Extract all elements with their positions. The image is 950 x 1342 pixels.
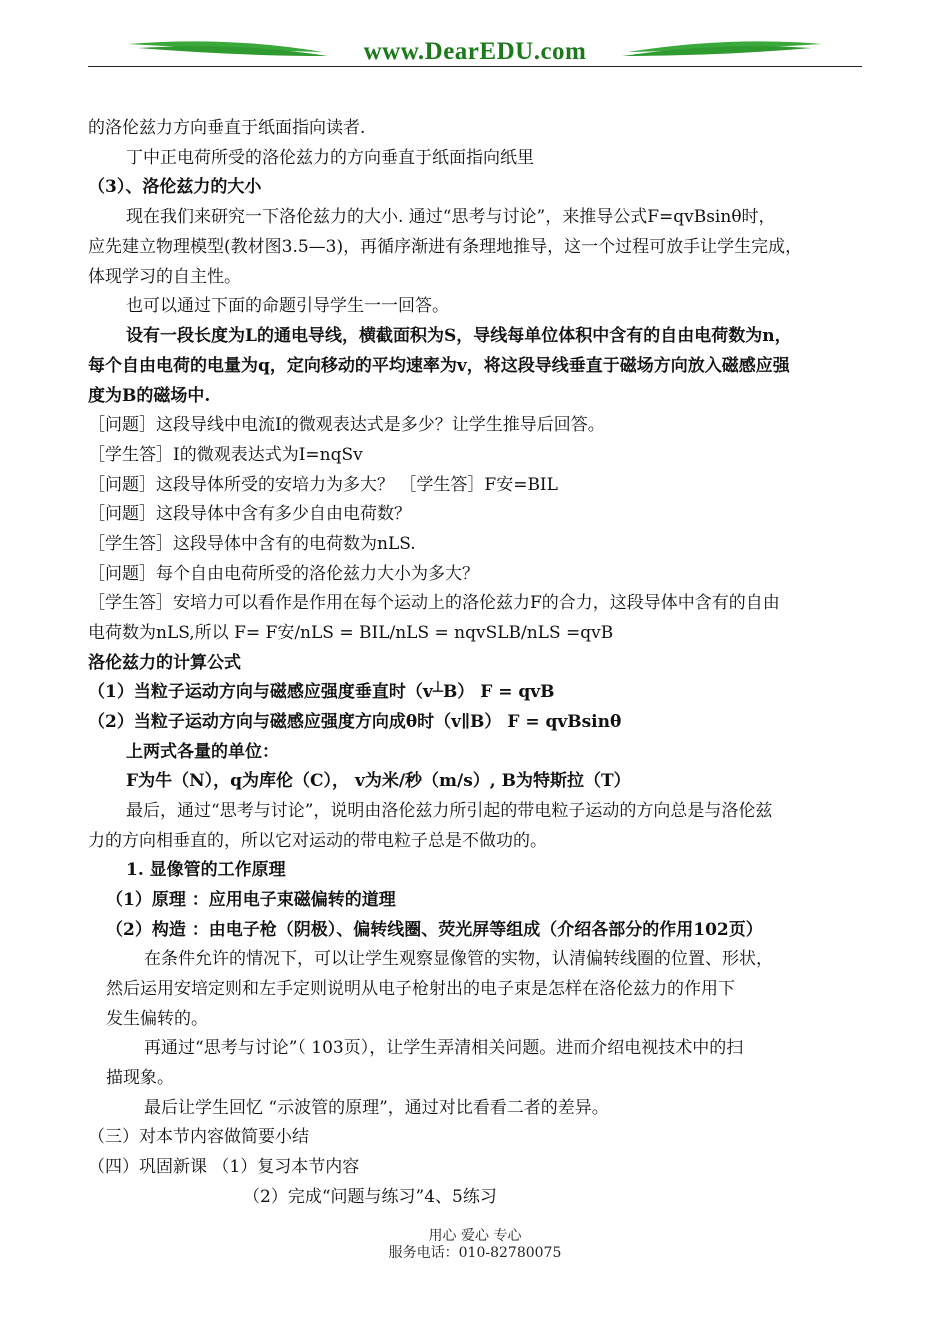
text-line: 描现象。 <box>106 1068 174 1088</box>
text-line: ［问题］这段导线中电流I的微观表达式是多少？让学生推导后回答。 <box>88 415 605 435</box>
text-line: 然后运用安培定则和左手定则说明从电子枪射出的电子束是怎样在洛伦兹力的作用下 <box>106 979 735 999</box>
text-line: 设有一段长度为L的通电导线，横截面积为S，导线每单位体积中含有的自由电荷数为n， <box>126 326 792 346</box>
text-line: 上两式各量的单位： <box>126 742 279 762</box>
text-line: （1）当粒子运动方向与磁感应强度垂直时（v┴B） F = qvB <box>88 682 555 702</box>
text-line: F为牛（N），q为库伦（C）， v为米/秒（m/s）, B为特斯拉（T） <box>126 771 631 791</box>
text-line: 也可以通过下面的命题引导学生一一回答。 <box>126 296 449 316</box>
text-line: ［学生答］这段导体中含有的电荷数为nLS. <box>88 534 416 554</box>
site-url-logo: www.DearEDU.com <box>363 38 587 65</box>
text-line: 1. 显像管的工作原理 <box>126 860 286 880</box>
text-line: 丁中正电荷所受的洛伦兹力的方向垂直于纸面指向纸里 <box>126 148 534 168</box>
page-footer <box>0 1228 950 1262</box>
text-line: 现在我们来研究一下洛伦兹力的大小. 通过“思考与讨论”，来推导公式F=qvBsinθ时， <box>126 207 776 227</box>
text-line: （3）、洛伦兹力的大小 <box>88 177 262 197</box>
text-line: （2）完成“问题与练习”4、5练习 <box>243 1187 497 1207</box>
text-line: ［问题］这段导体中含有多少自由电荷数？ <box>88 504 411 524</box>
text-line: 最后，通过“思考与讨论”，说明由洛伦兹力所引起的带电粒子运动的方向总是与洛伦兹 <box>126 801 773 821</box>
text-line: （三）对本节内容做简要小结 <box>88 1127 309 1147</box>
text-line: ［问题］每个自由电荷所受的洛伦兹力大小为多大？ <box>88 564 479 584</box>
text-line: ［学生答］I的微观表达式为I=nqSv <box>88 445 363 465</box>
header-divider <box>88 66 862 67</box>
page-header <box>88 30 862 70</box>
text-line: （2）构造 ：由电子枪（阴极）、偏转线圈、荧光屏等组成（介绍各部分的作用102页） <box>106 920 763 940</box>
text-line: 再通过“思考与讨论”（ 103页），让学生弄清相关问题。进而介绍电视技术中的扫 <box>144 1038 744 1058</box>
text-line: 电荷数为nLS,所以 F= F安/nLS = BIL/nLS = nqvSLB/nLS =qvB <box>88 623 614 643</box>
text-line: ［问题］这段导体所受的安培力为多大？ ［学生答］F安=BIL <box>88 475 558 495</box>
footer-phone: 服务电话：010-82780075 <box>388 1245 562 1261</box>
text-line: ［学生答］安培力可以看作是作用在每个运动上的洛伦兹力F的合力，这段导体中含有的自由 <box>88 593 780 613</box>
text-line: 洛伦兹力的计算公式 <box>88 653 241 673</box>
text-line: 的洛伦兹力方向垂直于纸面指向读者. <box>88 118 366 138</box>
text-line: 应先建立物理模型(教材图3.5—3)，再循序渐进有条理地推导，这一个过程可放手让学生完成， <box>88 237 803 257</box>
text-line: （四）巩固新课 （1）复习本节内容 <box>88 1157 360 1177</box>
text-line: 体现学习的自主性。 <box>88 267 241 287</box>
text-line: 每个自由电荷的电量为q，定向移动的平均速率为v，将这段导线垂直于磁场方向放入磁感应强 <box>88 356 790 376</box>
text-line: 最后让学生回忆 “示波管的原理”，通过对比看看二者的差异。 <box>144 1098 609 1118</box>
text-line: 发生偏转的。 <box>106 1009 208 1029</box>
text-line: 度为B的磁场中. <box>88 386 211 406</box>
text-line: （1）原理 ：应用电子束磁偏转的道理 <box>106 890 396 910</box>
text-line: （2）当粒子运动方向与磁感应强度方向成θ时（v∥B） F = qvBsinθ <box>88 712 622 732</box>
text-line: 在条件允许的情况下，可以让学生观察显像管的实物，认清偏转线圈的位置、形状， <box>144 949 773 969</box>
text-line: 力的方向相垂直的，所以它对运动的带电粒子总是不做功的。 <box>88 831 547 851</box>
footer-slogan: 用心 爱心 专心 <box>428 1228 522 1244</box>
